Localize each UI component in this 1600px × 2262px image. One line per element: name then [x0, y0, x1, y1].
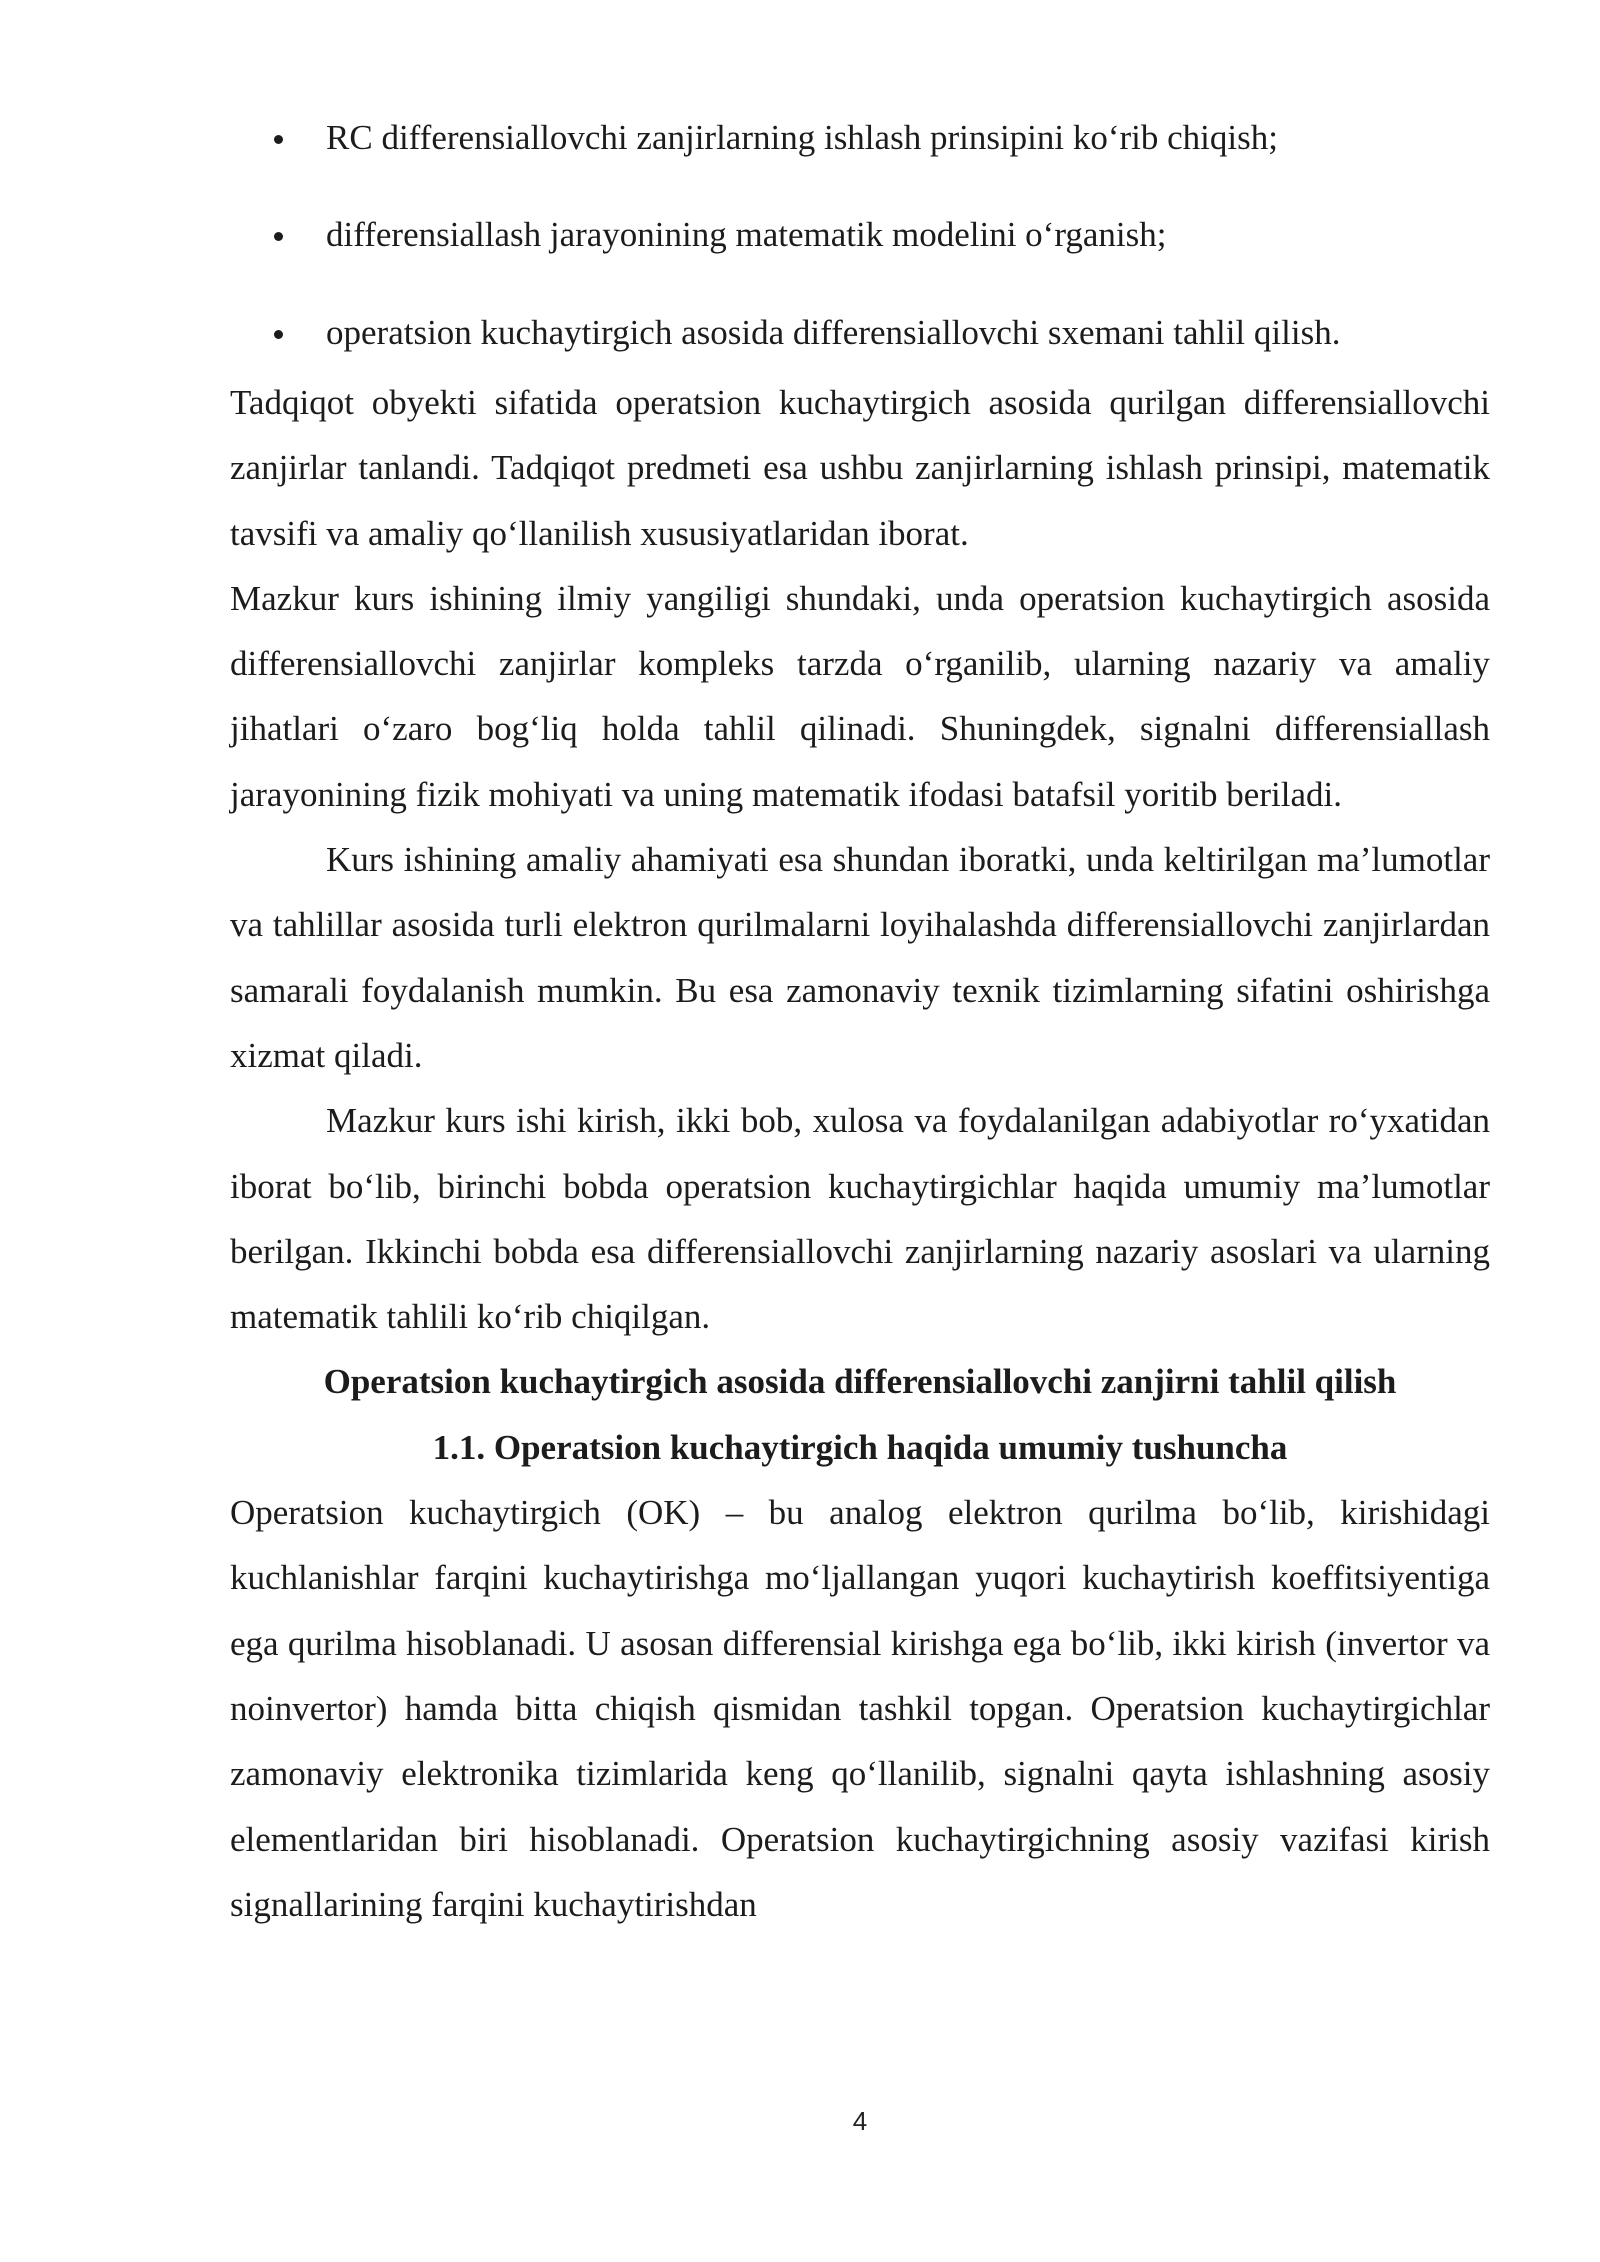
paragraph-structure: Mazkur kurs ishi kirish, ikki bob, xulosa va foydalanilgan adabiyotlar ro‘yxatidan iborat bo‘lib, birinchi bobda operatsion kuchaytirgichlar haqida umumiy ma’lumotlar berilgan. Ikkinchi bobda esa differensiallovchi zanjirlarning nazariy asoslari va ularning matematik tahlili ko‘rib chiqilgan. [230, 1101, 1490, 1337]
body-text [230, 370, 1490, 1937]
bullet-icon [274, 135, 283, 144]
list-item-text: operatsion kuchaytirgich asosida differensiallovchi sxemani tahlil qilish. [326, 313, 1341, 352]
section-heading: 1.1. Operatsion kuchaytirgich haqida umumiy tushuncha [432, 1427, 1288, 1467]
bullet-icon [274, 330, 283, 339]
bullet-icon [274, 232, 283, 241]
list-item-text: RC differensiallovchi zanjirlarning ishlash prinsipini ko‘rib chiqish; [326, 118, 1278, 157]
paragraph-op-amp-definition: Operatsion kuchaytirgich (OK) – bu analog elektron qurilma bo‘lib, kirishidagi kuchlanishlar farqini kuchaytirishga mo‘ljallangan yuqori kuchaytirish koeffitsiyentiga ega qurilma hisoblanadi. U asosan differensial kirishga ega bo‘lib, ikki kirish (invertor va noinvertor) hamda bitta chiqish qismidan tashkil topgan. Operatsion kuchaytirgichlar zamonaviy elektronika tizimlarida keng qo‘llanilib, signalni qayta ishlashning asosiy elementlaridan biri hisoblanadi. Operatsion kuchaytirgichning asosiy vazifasi kirish signallarining farqini kuchaytirishdan [230, 1493, 1490, 1924]
paragraph-scientific-novelty: Mazkur kurs ishining ilmiy yangiligi shundaki, unda operatsion kuchaytirgich asosida differensiallovchi zanjirlar kompleks tarzda o‘rganilib, ularning nazariy va amaliy jihatlari o‘zaro bog‘liq holda tahlil qilinadi. Shuningdek, signalni differensiallash jarayonining fizik mohiyati va uning matematik ifodasi batafsil yoritib beriladi. [230, 578, 1490, 814]
list-item-text: differensiallash jarayonining matematik modelini o‘rganish; [326, 215, 1167, 254]
page-number: 4 [852, 2106, 868, 2136]
chapter-heading: Operatsion kuchaytirgich asosida differensiallovchi zanjirni tahlil qilish [323, 1362, 1397, 1402]
paragraph-practical-significance: Kurs ishining amaliy ahamiyati esa shundan iboratki, unda keltirilgan ma’lumotlar va tahlillar asosida turli elektron qurilmalarni loyihalashda differensiallovchi zanjirlardan samarali foydalanish mumkin. Bu esa zamonaviy texnik tizimlarning sifatini oshirishga xizmat qiladi. [230, 840, 1490, 1075]
paragraph-research-object: Tadqiqot obyekti sifatida operatsion kuchaytirgich asosida qurilgan differensiallovchi zanjirlar tanlandi. Tadqiqot predmeti esa ushbu zanjirlarning ishlash prinsipi, matematik tavsifi va amaliy qo‘llanilish xususiyatlaridan iborat. [230, 383, 1490, 553]
